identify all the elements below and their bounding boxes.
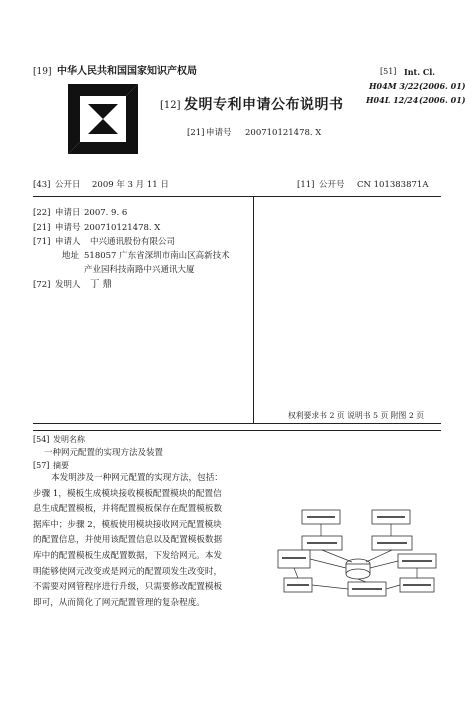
ipc-class-1: H04M 3/22 — [369, 81, 419, 91]
column-divider — [253, 196, 254, 424]
filing-label: 申请日 — [55, 208, 81, 218]
header-app-label: 申请号 — [206, 128, 232, 138]
biblio-app-code: [21] — [33, 223, 51, 233]
ipc-date-1: (2006. 01) — [419, 81, 466, 91]
filing-code: [22] — [33, 208, 51, 218]
address-line-1: 518057 广东省深圳市南山区高新技术 — [84, 251, 230, 261]
biblio-app-label: 申请号 — [55, 223, 81, 233]
pub-number: CN 101383871A — [357, 180, 429, 190]
abstract-code: [57] — [33, 461, 50, 470]
block-diagram-graphic — [272, 508, 440, 603]
ipc-code: [51] — [380, 67, 397, 76]
top-rule — [33, 196, 441, 197]
doc-type-title: 发明专利申请公布说明书 — [184, 97, 344, 113]
representative-drawing — [272, 508, 440, 603]
pub-number-label: 公开号 — [319, 180, 345, 190]
abstract-body — [33, 471, 255, 611]
abstract-line: 本发明涉及一种网元配置的实现方法，包括： — [51, 473, 223, 483]
office-code: [19] — [33, 67, 52, 77]
header-app-code: [21] — [187, 128, 205, 138]
abstract-label: 摘要 — [53, 461, 69, 470]
address-line-2: 产业园科技南路中兴通讯大厦 — [84, 265, 195, 275]
doc-type-code: [12] — [160, 100, 181, 111]
abstract-line: 即可，从而简化了网元配置管理的复杂程度。 — [33, 597, 205, 608]
ipc-label: Int. Cl. — [404, 67, 436, 77]
applicant-label: 申请人 — [55, 237, 81, 247]
abstract-line: 息生成配置模板，并将配置模板保存在配置模板数 — [33, 504, 223, 515]
pub-date: 2009 年 3 月 11 日 — [92, 180, 169, 190]
header-app-number: 200710121478. X — [245, 128, 322, 138]
abstract-line: 不需要对网管程序进行升级，只需要修改配置模板 — [33, 582, 223, 593]
page-counts: 权利要求书 2 页 说明书 5 页 附图 2 页 — [288, 411, 425, 420]
sipo-logo — [66, 82, 140, 156]
office-name: 中华人民共和国国家知识产权局 — [57, 66, 197, 77]
abstract-line: 步骤 1，模板生成模块接收模板配置模块的配置信 — [33, 488, 222, 499]
invention-title: 一种网元配置的实现方法及装置 — [44, 448, 164, 458]
ipc-date-2: (2006. 01) — [419, 95, 466, 105]
filing-date: 2007. 9. 6 — [84, 208, 128, 218]
ipc-class-2: H04L 12/24 — [366, 95, 419, 105]
applicant-name: 中兴通讯股份有限公司 — [90, 237, 176, 247]
abstract-line: 据库中；步骤 2，模板使用模块接收网元配置模块 — [33, 519, 222, 530]
pub-date-label: 公开日 — [55, 180, 81, 190]
title-label: 发明名称 — [53, 435, 85, 444]
sipo-logo-graphic — [66, 82, 140, 156]
applicant-code: [71] — [33, 237, 51, 247]
abstract-line: 的配置信息，并使用该配置信息以及配置模板数据 — [33, 535, 223, 546]
title-code: [54] — [33, 435, 50, 444]
abstract-line: 库中的配置模板生成配置数据，下发给网元。本发 — [33, 550, 223, 561]
inventor-label: 发明人 — [55, 280, 81, 290]
middle-rule-2 — [33, 430, 441, 431]
middle-rule — [33, 423, 441, 424]
inventor-code: [72] — [33, 280, 51, 290]
address-label: 地址 — [62, 251, 80, 261]
pub-date-code: [43] — [33, 180, 51, 190]
abstract-line: 明能够使网元改变或是网元的配置项发生改变时， — [33, 566, 223, 577]
biblio-app-number: 200710121478. X — [84, 223, 161, 233]
inventor-name: 丁 鼎 — [90, 279, 113, 290]
pub-number-code: [11] — [297, 180, 315, 190]
